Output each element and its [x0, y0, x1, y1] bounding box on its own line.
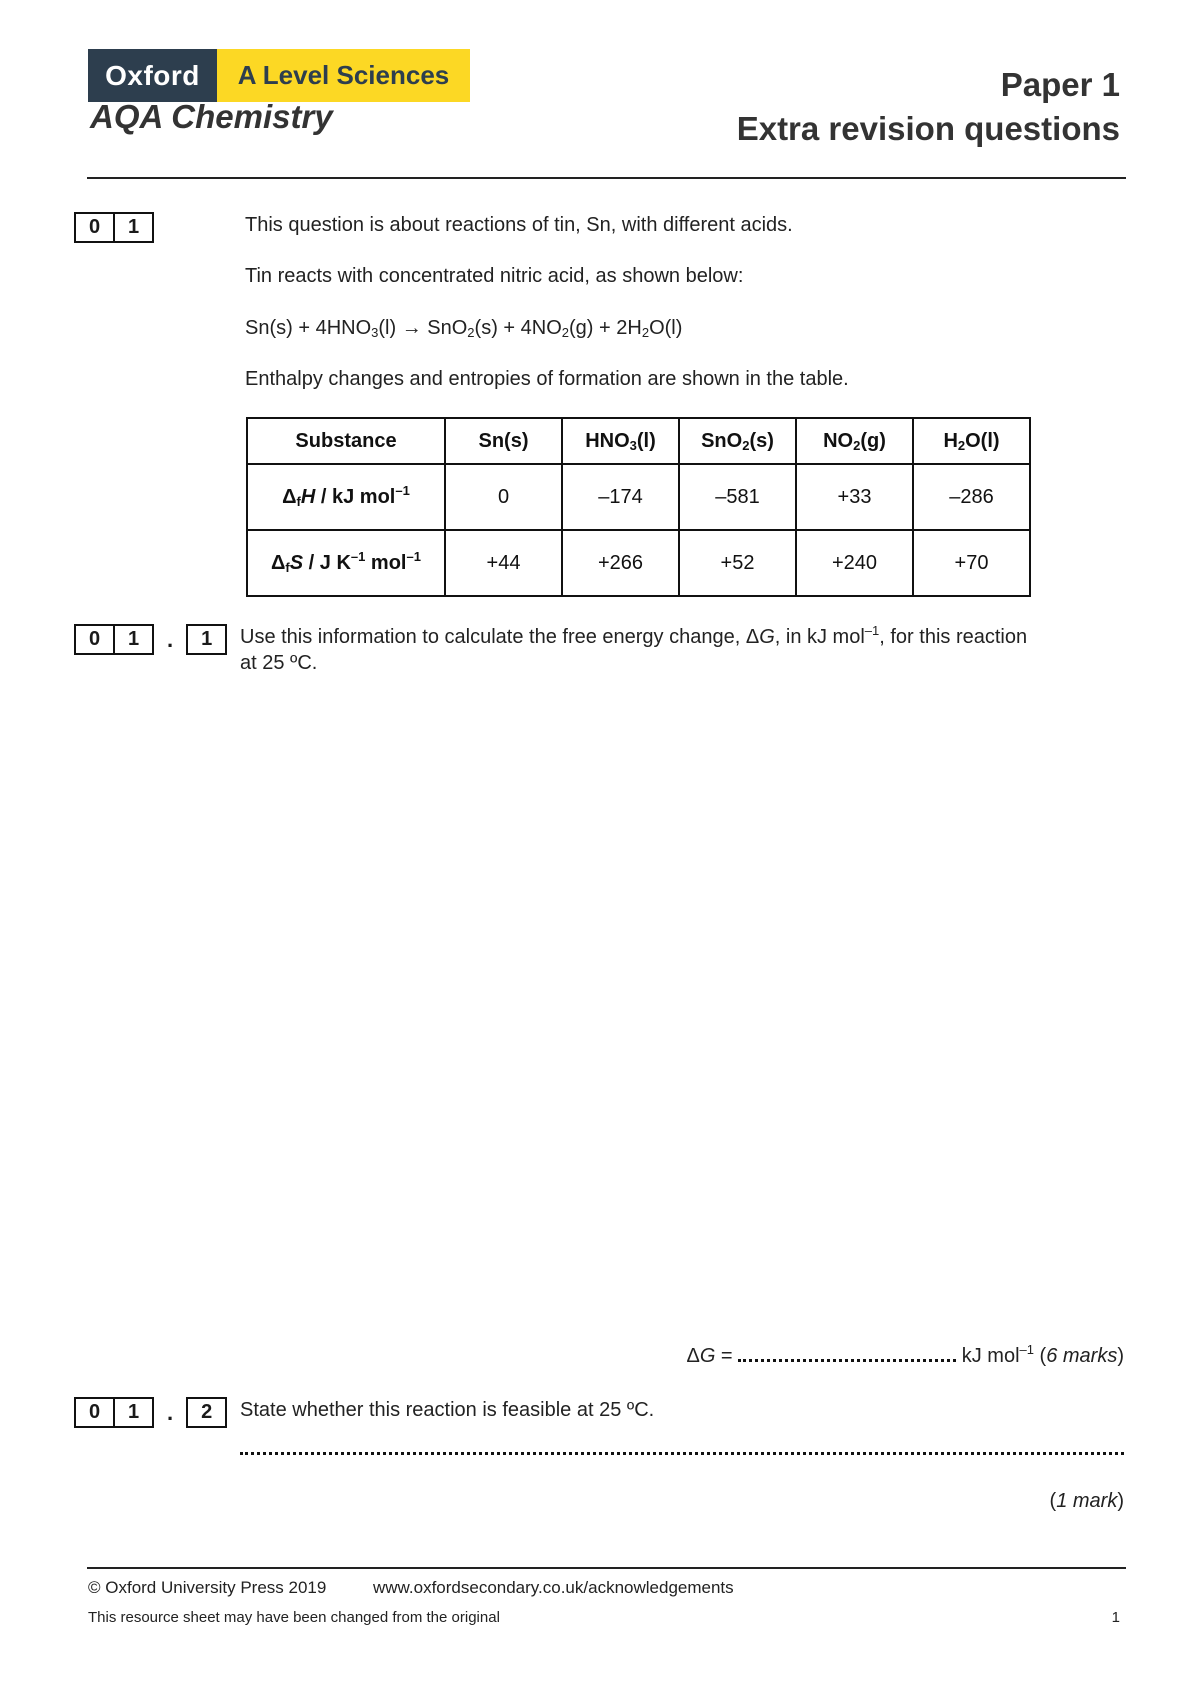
- table-cell: +33: [796, 464, 913, 530]
- answer-superscript: –1: [1019, 1342, 1034, 1357]
- question-intro: This question is about reactions of tin, Sn, with different acids.: [245, 214, 793, 236]
- part1-answer-line: [686, 1343, 1124, 1369]
- equation-subscript: 2: [641, 325, 650, 340]
- part-separator: .: [167, 627, 174, 652]
- label-superscript: –1: [406, 548, 421, 564]
- header-subscript: 2: [853, 437, 861, 453]
- answer-blank[interactable]: [738, 1343, 956, 1362]
- marks-paren: (: [1049, 1490, 1057, 1512]
- header-subscript: 2: [957, 437, 966, 453]
- part2-question: State whether this reaction is feasible at 25 ºC.: [240, 1399, 655, 1421]
- label-symbol: S: [289, 551, 304, 574]
- header-text: (g): [860, 429, 886, 452]
- answer-symbol: G: [699, 1345, 716, 1367]
- marks-paren: ): [1117, 1345, 1124, 1367]
- header-text: O(l): [965, 429, 1000, 452]
- page-number: 1: [1111, 1609, 1120, 1626]
- label-delta: Δ: [282, 485, 297, 508]
- question-number-digit: 0: [74, 212, 115, 243]
- table-cell: +70: [913, 530, 1030, 596]
- answer-unit: kJ mol: [956, 1345, 1020, 1367]
- header-divider: [87, 177, 1126, 179]
- table-intro: Enthalpy changes and entropies of formation are shown in the table.: [245, 368, 849, 390]
- label-delta: Δ: [271, 551, 286, 574]
- header-subscript: 3: [629, 437, 637, 453]
- table-row-entropy: [247, 530, 1030, 596]
- answer-delta: Δ: [686, 1345, 700, 1367]
- part-sub-digit: 1: [186, 624, 227, 655]
- table-row-enthalpy: [247, 464, 1030, 530]
- question-text: at 25 ºC.: [240, 652, 318, 674]
- footer-copyright: © Oxford University Press 2019: [88, 1578, 327, 1597]
- reaction-description: Tin reacts with concentrated nitric acid, as shown below:: [245, 265, 744, 287]
- footer-divider: [87, 1567, 1126, 1569]
- equation-part: Sn(s) + 4HNO: [245, 317, 372, 339]
- header-subscript: 2: [742, 437, 750, 453]
- equation-part: (g) + 2H: [569, 317, 642, 339]
- equation-part: O(l): [649, 317, 683, 339]
- header-text: (l): [636, 429, 656, 452]
- header-text: NO: [823, 429, 854, 452]
- table-header-row: [247, 418, 1030, 464]
- header-hno3: [562, 418, 679, 464]
- table-cell: +266: [562, 530, 679, 596]
- label-unit: mol: [365, 551, 407, 574]
- paper-subtitle: Extra revision questions: [736, 110, 1120, 147]
- label-unit: / J K: [303, 551, 351, 574]
- header-text: SnO: [701, 429, 743, 452]
- label-superscript: –1: [350, 548, 366, 564]
- equation-subscript: 2: [467, 325, 475, 340]
- label-unit: / kJ mol: [315, 485, 396, 508]
- question-number-box: [74, 212, 154, 243]
- part2-marks: 1 mark: [1056, 1490, 1118, 1512]
- part2-answer-blank[interactable]: [240, 1452, 1124, 1455]
- table-cell: –174: [562, 464, 679, 530]
- part2-marks-line: [1050, 1488, 1124, 1514]
- header-substance: Substance: [247, 418, 445, 464]
- part-number-box: [74, 624, 227, 655]
- header-text: (s): [749, 429, 774, 452]
- header-text: H: [943, 429, 958, 452]
- marks-paren: (: [1033, 1345, 1047, 1367]
- thermodynamic-data-table: [246, 417, 1031, 597]
- part-number-digit: 0: [74, 624, 115, 655]
- table-cell: –286: [913, 464, 1030, 530]
- brand-sciences-logo: A Level Sciences: [217, 49, 470, 102]
- footer-url[interactable]: www.oxfordsecondary.co.uk/acknowledgements: [373, 1578, 734, 1597]
- part-number-digit: 0: [74, 1397, 115, 1428]
- subject-title: AQA Chemistry: [90, 98, 333, 135]
- question-superscript: –1: [864, 623, 880, 638]
- header-text: HNO: [585, 429, 630, 452]
- question-text: , in kJ mol: [774, 626, 865, 648]
- label-subscript: f: [285, 559, 290, 575]
- table-cell: +240: [796, 530, 913, 596]
- part-number-digit: 1: [113, 1397, 154, 1428]
- marks-paren: ): [1117, 1490, 1124, 1512]
- header-h2o: [913, 418, 1030, 464]
- question-text: , for this reaction: [879, 626, 1028, 648]
- header-sn: Sn(s): [445, 418, 562, 464]
- part1-marks: 6 marks: [1046, 1345, 1118, 1367]
- row-label-entropy: [247, 530, 445, 596]
- row-label-enthalpy: [247, 464, 445, 530]
- equation-subscript: 3: [371, 325, 379, 340]
- equation-part: (l) → SnO: [378, 317, 468, 339]
- label-superscript: –1: [395, 482, 410, 498]
- header-sno2: [679, 418, 796, 464]
- header-no2: [796, 418, 913, 464]
- part-number-box: [74, 1397, 227, 1428]
- answer-equals: =: [715, 1345, 739, 1367]
- part-number-digit: 1: [113, 624, 154, 655]
- table-cell: –581: [679, 464, 796, 530]
- part-separator: .: [167, 1400, 174, 1425]
- reaction-equation: [245, 315, 682, 341]
- brand-oxford-logo: Oxford: [88, 49, 217, 102]
- footer-note: This resource sheet may have been changed from the original: [88, 1609, 500, 1626]
- paper-title: Paper 1: [1000, 66, 1120, 103]
- part-sub-digit: 2: [186, 1397, 227, 1428]
- label-subscript: f: [296, 493, 301, 509]
- question-number-digit: 1: [113, 212, 154, 243]
- part1-question: [240, 624, 1125, 676]
- equation-part: (s) + 4NO: [474, 317, 562, 339]
- equation-subscript: 2: [561, 325, 570, 340]
- label-symbol: H: [300, 485, 316, 508]
- table-cell: +44: [445, 530, 562, 596]
- table-cell: +52: [679, 530, 796, 596]
- table-cell: 0: [445, 464, 562, 530]
- question-text: Use this information to calculate the free energy change, Δ: [240, 626, 760, 648]
- question-symbol: G: [759, 626, 775, 648]
